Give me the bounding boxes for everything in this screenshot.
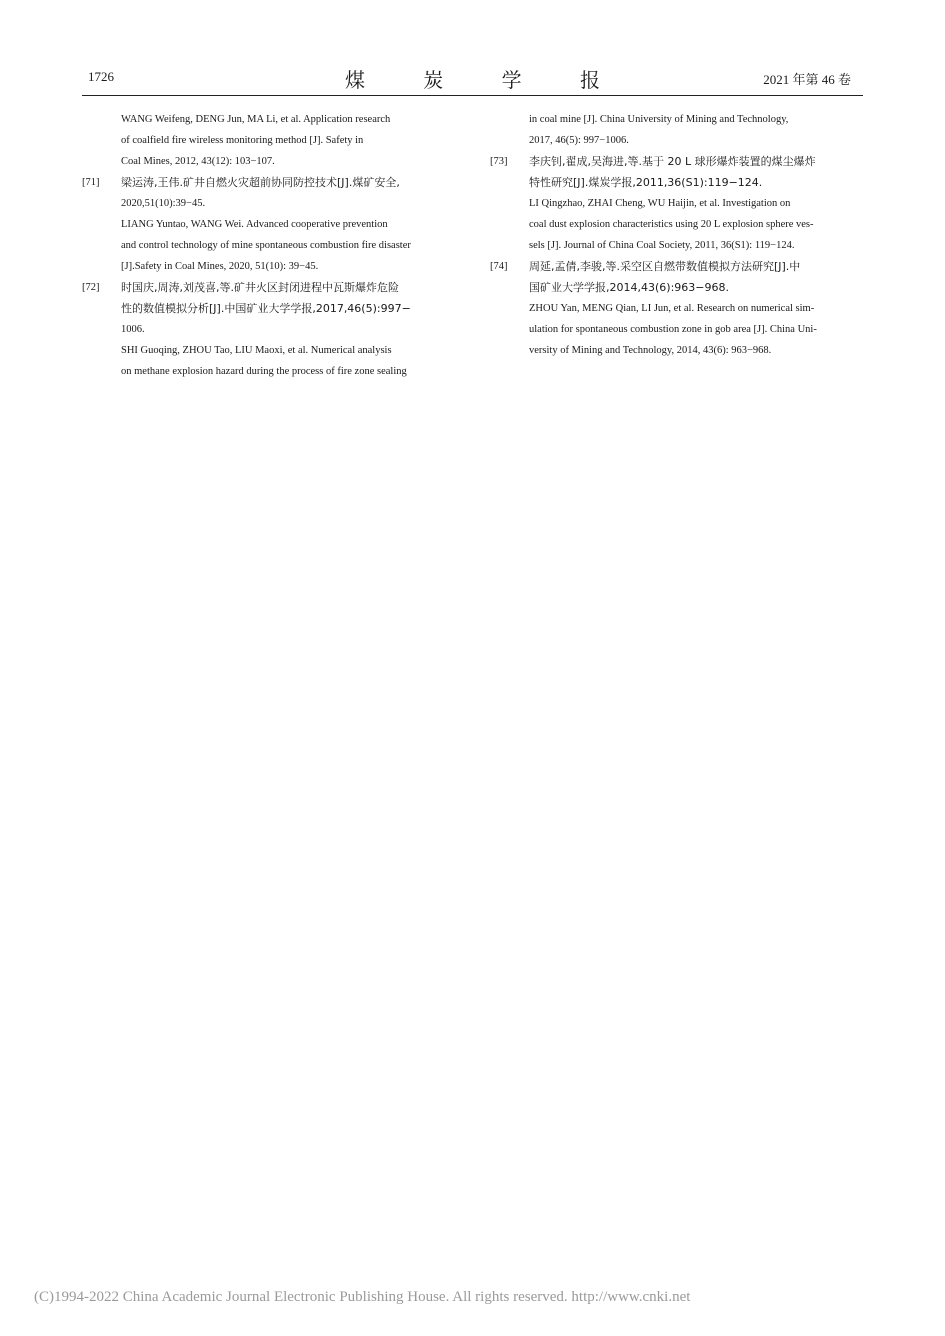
reference-line: versity of Mining and Technology, 2014, 43(6): 963−968. bbox=[529, 345, 772, 356]
header-rule bbox=[82, 95, 863, 96]
reference-number: [71] bbox=[82, 177, 100, 188]
reference-number: [74] bbox=[490, 261, 508, 272]
reference-line: SHI Guoqing, ZHOU Tao, LIU Maoxi, et al. Numerical analysis bbox=[121, 345, 392, 356]
reference-line: in coal mine [J]. China University of Mining and Technology, bbox=[529, 114, 789, 125]
page-header bbox=[82, 66, 863, 94]
copyright-footer: (C)1994-2022 China Academic Journal Electronic Publishing House. All rights reserved. http://www.cnki.net bbox=[34, 1289, 691, 1305]
page-number: 1726 bbox=[88, 69, 114, 84]
reference-entry bbox=[82, 277, 456, 382]
left-column bbox=[82, 109, 456, 382]
reference-line: 2020,51(10):39−45. bbox=[121, 198, 206, 209]
reference-number: [72] bbox=[82, 282, 100, 293]
reference-line: LIANG Yuntao, WANG Wei. Advanced cooperative prevention bbox=[121, 219, 388, 230]
reference-line: [J].Safety in Coal Mines, 2020, 51(10): 39−45. bbox=[121, 261, 319, 272]
reference-line: LI Qingzhao, ZHAI Cheng, WU Haijin, et al. Investigation on bbox=[529, 198, 791, 209]
reference-entry bbox=[490, 151, 864, 256]
reference-line: on methane explosion hazard during the process of fire zone sealing bbox=[121, 366, 407, 377]
reference-line: and control technology of mine spontaneous combustion fire disaster bbox=[121, 240, 411, 251]
reference-line: 周延,孟倩,李骏,等.采空区自燃带数值模拟方法研究[J].中 bbox=[529, 260, 801, 273]
reference-entry bbox=[490, 109, 864, 151]
reference-entry bbox=[490, 256, 864, 361]
reference-entry bbox=[82, 172, 456, 277]
reference-line: 国矿业大学学报,2014,43(6):963−968. bbox=[529, 281, 729, 294]
reference-line: 2017, 46(5): 997−1006. bbox=[529, 135, 629, 146]
reference-line: of coalfield fire wireless monitoring method [J]. Safety in bbox=[121, 135, 364, 146]
reference-line: Coal Mines, 2012, 43(12): 103−107. bbox=[121, 156, 275, 167]
journal-title: 煤 炭 学 报 bbox=[344, 68, 627, 92]
reference-line: 性的数值模拟分析[J].中国矿业大学学报,2017,46(5):997− bbox=[121, 302, 411, 315]
reference-line: 李庆钊,翟成,吴海进,等.基于 20 L 球形爆炸装置的煤尘爆炸 bbox=[529, 155, 816, 168]
reference-line: sels [J]. Journal of China Coal Society, 2011, 36(S1): 119−124. bbox=[529, 240, 795, 251]
reference-number: [73] bbox=[490, 156, 508, 167]
reference-line: WANG Weifeng, DENG Jun, MA Li, et al. Application research bbox=[121, 114, 391, 125]
volume-label: 2021 年第 46 卷 bbox=[763, 72, 851, 87]
reference-line: 特性研究[J].煤炭学报,2011,36(S1):119−124. bbox=[529, 176, 763, 189]
reference-line: ZHOU Yan, MENG Qian, LI Jun, et al. Research on numerical sim- bbox=[529, 303, 815, 314]
reference-line: 1006. bbox=[121, 324, 145, 335]
reference-line: 时国庆,周涛,刘茂喜,等.矿井火区封闭进程中瓦斯爆炸危险 bbox=[121, 281, 399, 294]
right-column bbox=[490, 109, 864, 361]
reference-line: 梁运涛,王伟.矿井自燃火灾超前协同防控技术[J].煤矿安全, bbox=[121, 176, 400, 189]
reference-line: coal dust explosion characteristics using 20 L explosion sphere ves- bbox=[529, 219, 814, 230]
reference-line: ulation for spontaneous combustion zone in gob area [J]. China Uni- bbox=[529, 324, 817, 335]
reference-entry bbox=[82, 109, 456, 172]
